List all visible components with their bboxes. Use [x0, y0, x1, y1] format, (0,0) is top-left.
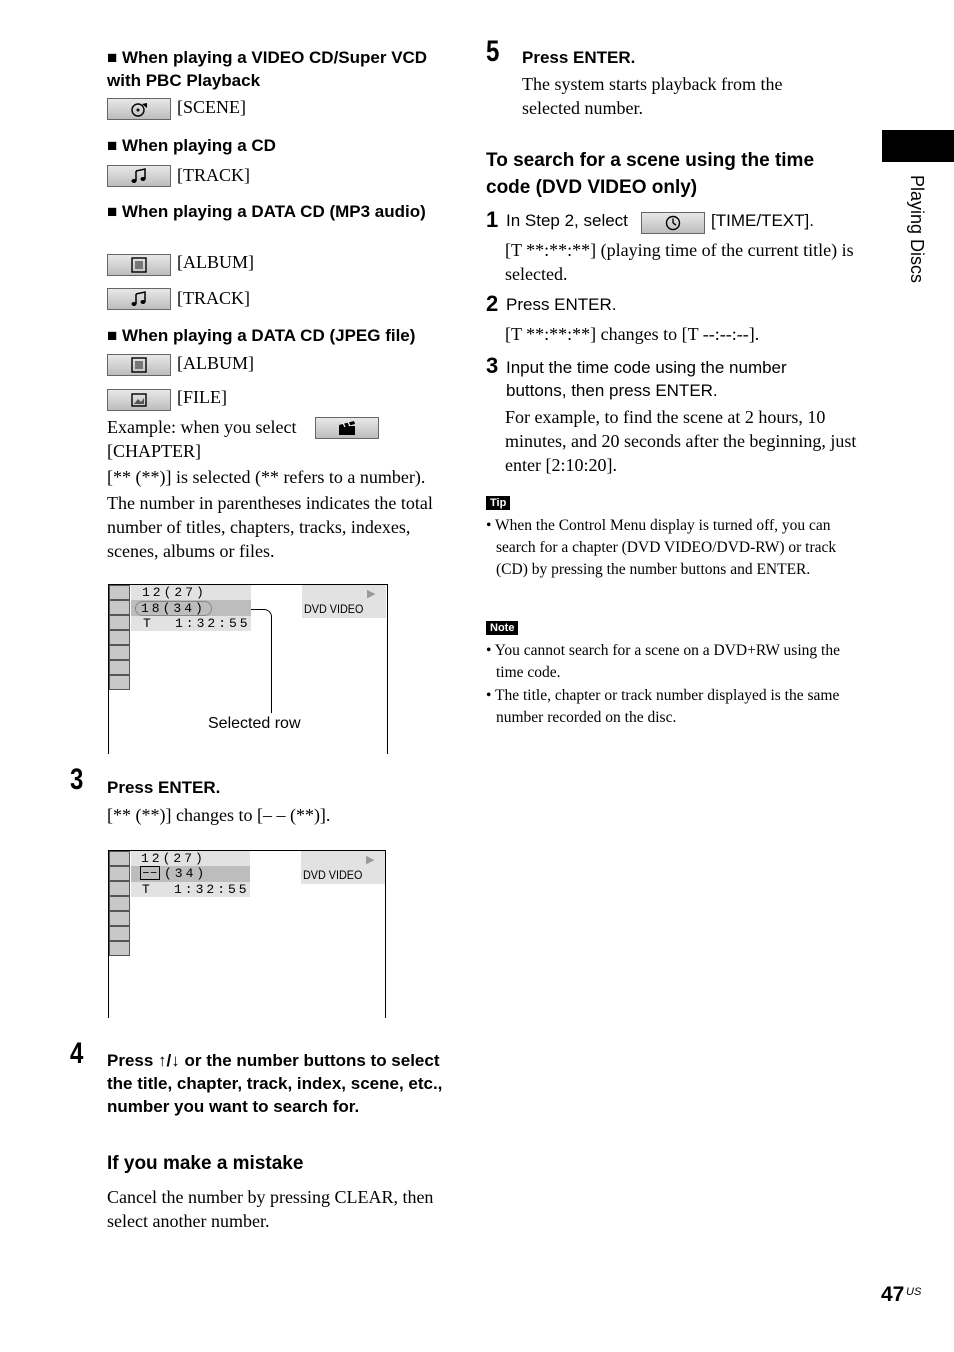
vcd-heading: ■ When playing a VIDEO CD/Super VCD with PBC Playback	[107, 48, 428, 90]
page-number: 47	[881, 1283, 905, 1306]
music-note-icon	[107, 165, 171, 187]
album-icon	[107, 254, 171, 276]
example-prefix: Example: when you select	[107, 417, 297, 437]
note-item-2: • The title, chapter or track number displayed is the same number recorded on the disc.	[486, 687, 840, 726]
callout-selected-row: Selected row	[208, 715, 301, 732]
mp3-track-label: [TRACK]	[177, 288, 250, 308]
step-3-title: Press ENTER.	[107, 778, 221, 797]
cd-heading: ■ When playing a CD	[107, 136, 276, 155]
substep-1-number: 1	[486, 207, 499, 232]
jpeg-file-label: [FILE]	[177, 387, 227, 407]
control-menu-display-2	[108, 850, 386, 1018]
title-row: 12(27)	[141, 851, 206, 866]
chapter-icon	[315, 417, 379, 439]
mistake-body: Cancel the number by pressing CLEAR, then select another number.	[107, 1187, 434, 1231]
timecode-heading: To search for a scene using the time code (DVD VIDEO only)	[486, 150, 815, 198]
tip-text: • When the Control Menu display is turned off, you can search for a chapter (DVD VIDEO/DVD-RW) or track (CD) by pressing the number buttons and ENTER.	[486, 517, 837, 578]
title-row: 12(27)	[142, 585, 207, 600]
scene-label: [SCENE]	[177, 97, 246, 117]
jpeg-heading: ■ When playing a DATA CD (JPEG file)	[107, 326, 416, 345]
music-note-icon	[107, 288, 171, 310]
album-icon	[107, 354, 171, 376]
dash-entry: ––	[142, 865, 158, 880]
time-row-value: 1:32:55	[174, 882, 250, 897]
jpeg-album-label: [ALBUM]	[177, 353, 254, 373]
time-text-icon	[641, 212, 705, 234]
time-row-t: T	[142, 882, 153, 897]
step-4-title: Press ↑/↓ or the number buttons to select the title, chapter, track, index, scene, etc., number you want to search for.	[107, 1051, 443, 1116]
substep-3-number: 3	[486, 353, 499, 378]
mp3-heading: ■ When playing a DATA CD (MP3 audio)	[107, 202, 426, 221]
time-row-t: T	[143, 616, 154, 631]
disc-type-label: DVD VIDEO	[303, 868, 363, 882]
note-item-1: • You cannot search for a scene on a DVD+RW using the time code.	[486, 642, 840, 681]
selected-line: [** (**)] is selected (** refers to a number).	[107, 467, 426, 487]
chapter-row: 18(34)	[135, 601, 212, 616]
substep-3-title: Input the time code using the number buttons, then press ENTER.	[506, 358, 787, 400]
step-4-number: 4	[70, 1037, 84, 1070]
substep-1-body: [T **:**:**] (playing time of the current title) is selected.	[505, 240, 854, 284]
substep-2-body: [T **:**:**] changes to [T --:--:--].	[505, 324, 760, 344]
parentheses-text: The number in parentheses indicates the total number of titles, chapters, tracks, indexes, scenes, albums or files.	[107, 493, 433, 561]
cd-track-label: [TRACK]	[177, 165, 250, 185]
mp3-album-label: [ALBUM]	[177, 252, 254, 272]
step-5-title: Press ENTER.	[522, 48, 636, 67]
scene-icon	[107, 98, 171, 120]
step-5-number: 5	[486, 35, 500, 68]
substep-3-body: For example, to find the scene at 2 hours, 10 minutes, and 20 seconds after the beginning, just enter [2:10:20].	[505, 407, 857, 475]
substep-2-number: 2	[486, 291, 499, 316]
step-3-number: 3	[70, 763, 84, 796]
file-icon	[107, 389, 171, 411]
callout-line	[251, 609, 272, 713]
mistake-heading: If you make a mistake	[107, 1153, 304, 1174]
page-suffix: US	[906, 1286, 922, 1298]
substep-2-title: Press ENTER.	[506, 295, 617, 314]
step-5-body: The system starts playback from the selected number.	[522, 74, 783, 118]
chapter-total: (34)	[164, 866, 208, 881]
control-menu-display-1	[108, 584, 388, 754]
time-row-value: 1:32:55	[175, 616, 251, 631]
substep-1-prefix: In Step 2, select	[506, 211, 628, 230]
example-chapter: [CHAPTER]	[107, 441, 201, 461]
disc-type-label: DVD VIDEO	[304, 602, 364, 616]
step-3-body: [** (**)] changes to [– – (**)].	[107, 805, 331, 825]
tip-badge: Tip	[486, 496, 510, 510]
section-side-label: Playing Discs	[907, 175, 927, 284]
note-badge: Note	[486, 621, 518, 635]
substep-1-suffix: [TIME/TEXT].	[711, 211, 814, 230]
play-icon: ▶	[367, 588, 376, 600]
play-icon: ▶	[366, 854, 375, 866]
section-tab-marker	[882, 130, 954, 162]
